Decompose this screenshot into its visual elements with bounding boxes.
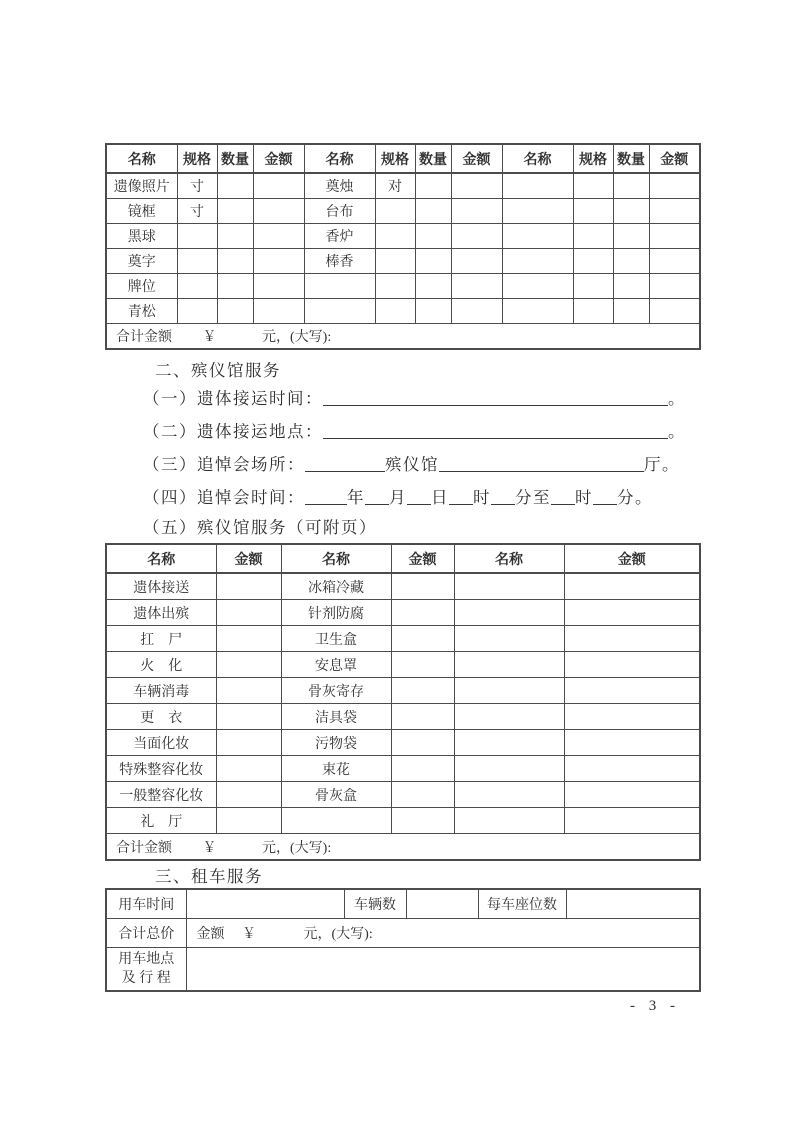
fill-in-cell[interactable] — [564, 626, 700, 652]
column-header: 规格 — [177, 144, 217, 173]
table-row — [106, 600, 700, 626]
fill-in-cell[interactable] — [454, 730, 564, 756]
fill-in-cell[interactable] — [649, 173, 700, 199]
total-suffix: 元，(大写): — [262, 840, 332, 856]
fill-in-cell[interactable] — [502, 173, 573, 199]
form-line-pickup-time — [143, 385, 686, 409]
car-total-fill-cell[interactable] — [186, 919, 700, 948]
form-line-text: 分。 — [617, 488, 653, 507]
form-line-text: 年 — [347, 488, 365, 507]
fill-in-cell[interactable] — [573, 199, 613, 224]
column-header: 金额 — [564, 544, 700, 573]
fill-in-cell[interactable] — [649, 224, 700, 249]
item-label-cell: 奠烛 — [304, 173, 375, 199]
fill-in-blank[interactable] — [323, 424, 668, 439]
item-label-cell: 卫生盒 — [281, 626, 391, 652]
section2-title: 二、殡仪馆服务 — [155, 361, 281, 380]
fill-in-cell[interactable] — [253, 249, 304, 274]
car-rental-row-1 — [106, 889, 700, 919]
form-line-pickup-place — [143, 418, 686, 442]
table-row — [106, 199, 700, 224]
column-header: 金额 — [451, 144, 502, 173]
car-total-label: 合计总价 — [106, 919, 186, 948]
fill-in-cell[interactable] — [375, 249, 415, 274]
item-label-cell: 奠字 — [106, 249, 177, 274]
column-header: 名称 — [304, 144, 375, 173]
fill-in-cell[interactable] — [649, 249, 700, 274]
fill-in-cell[interactable] — [216, 808, 281, 834]
fill-in-blank[interactable] — [491, 490, 515, 505]
fill-in-cell[interactable] — [502, 249, 573, 274]
car-seats-label: 每车座位数 — [478, 889, 566, 919]
item-label-cell: 污物袋 — [281, 730, 391, 756]
item-label-cell: 香炉 — [304, 224, 375, 249]
fill-in-cell[interactable] — [281, 808, 391, 834]
item-label-cell: 洁具袋 — [281, 704, 391, 730]
form-line-text: 。 — [668, 422, 686, 441]
fill-in-cell[interactable] — [564, 652, 700, 678]
supplies-table-header-row — [106, 144, 700, 173]
fill-in-cell[interactable] — [573, 299, 613, 324]
table-row — [106, 678, 700, 704]
item-label-cell: 扛 尸 — [106, 626, 216, 652]
fill-in-cell[interactable] — [375, 224, 415, 249]
fill-in-cell[interactable] — [253, 299, 304, 324]
fill-in-cell[interactable] — [391, 730, 454, 756]
fill-in-cell[interactable] — [304, 299, 375, 324]
form-line-text: 。 — [668, 389, 686, 408]
item-label-cell: 对 — [375, 173, 415, 199]
fill-in-cell[interactable] — [564, 730, 700, 756]
fill-in-cell[interactable] — [253, 199, 304, 224]
table-row — [106, 224, 700, 249]
currency-symbol: ￥ — [202, 330, 217, 345]
fill-in-cell[interactable] — [564, 808, 700, 834]
car-time-label: 用车时间 — [106, 889, 186, 919]
table-row — [106, 704, 700, 730]
total-suffix: 元，(大写): — [303, 927, 373, 942]
fill-in-cell[interactable] — [502, 224, 573, 249]
item-label-cell: 礼 厅 — [106, 808, 216, 834]
fill-in-cell[interactable] — [391, 808, 454, 834]
fill-in-cell[interactable] — [649, 199, 700, 224]
fill-in-cell[interactable] — [216, 782, 281, 808]
form-line-text: 日 — [431, 488, 449, 507]
amount-label: 金额 — [196, 927, 225, 942]
car-seats-fill-cell[interactable] — [566, 889, 700, 919]
fill-in-cell[interactable] — [217, 249, 253, 274]
fill-in-cell[interactable] — [217, 299, 253, 324]
item-label-cell: 安息罩 — [281, 652, 391, 678]
fill-in-cell[interactable] — [613, 199, 649, 224]
fill-in-cell[interactable] — [217, 199, 253, 224]
fill-in-blank[interactable] — [593, 490, 617, 505]
fill-in-cell[interactable] — [391, 600, 454, 626]
fill-in-cell[interactable] — [216, 678, 281, 704]
fill-in-cell[interactable] — [217, 274, 253, 299]
column-header: 金额 — [649, 144, 700, 173]
form-line-text: （四）追悼会时间： — [143, 488, 305, 507]
item-label-cell: 火 化 — [106, 652, 216, 678]
fill-in-cell[interactable] — [253, 173, 304, 199]
fill-in-blank[interactable] — [439, 457, 644, 472]
fill-in-cell[interactable] — [216, 626, 281, 652]
fill-in-cell[interactable] — [253, 224, 304, 249]
form-line-memorial-place — [143, 451, 680, 475]
car-count-fill-cell[interactable] — [406, 889, 478, 919]
fill-in-cell[interactable] — [415, 249, 451, 274]
fill-in-cell[interactable] — [451, 224, 502, 249]
fill-in-cell[interactable] — [502, 299, 573, 324]
fill-in-cell[interactable] — [177, 299, 217, 324]
car-route-fill-cell[interactable] — [186, 948, 700, 992]
car-route-label: 用车地点 及 行 程 — [106, 948, 186, 992]
car-rental-total-row — [106, 919, 700, 948]
fill-in-cell[interactable] — [451, 274, 502, 299]
fill-in-cell[interactable] — [216, 600, 281, 626]
fill-in-cell[interactable] — [613, 173, 649, 199]
services-total-row — [106, 834, 700, 861]
fill-in-cell[interactable] — [415, 199, 451, 224]
fill-in-cell[interactable] — [216, 704, 281, 730]
fill-in-cell[interactable] — [564, 704, 700, 730]
fill-in-cell[interactable] — [564, 573, 700, 600]
total-suffix: 元，(大写): — [262, 330, 332, 345]
form-line-text: 时 — [575, 488, 593, 507]
fill-in-cell[interactable] — [375, 199, 415, 224]
fill-in-cell[interactable] — [613, 224, 649, 249]
fill-in-cell[interactable] — [454, 626, 564, 652]
item-label-cell: 台布 — [304, 199, 375, 224]
item-label-cell: 骨灰盒 — [281, 782, 391, 808]
item-label-cell: 当面化妆 — [106, 730, 216, 756]
car-count-label: 车辆数 — [344, 889, 406, 919]
column-header: 名称 — [281, 544, 391, 573]
fill-in-cell[interactable] — [217, 173, 253, 199]
section3-title: 三、租车服务 — [155, 867, 263, 886]
fill-in-cell[interactable] — [391, 652, 454, 678]
table-row — [106, 730, 700, 756]
fill-in-cell[interactable] — [564, 782, 700, 808]
car-rental-table — [105, 888, 701, 992]
fill-in-cell[interactable] — [573, 173, 613, 199]
item-label-cell: 遗体出殡 — [106, 600, 216, 626]
table-row — [106, 573, 700, 600]
column-header: 数量 — [613, 144, 649, 173]
table-row — [106, 299, 700, 324]
fill-in-blank[interactable] — [365, 490, 389, 505]
column-header: 金额 — [216, 544, 281, 573]
supplies-total-row — [106, 324, 700, 350]
item-label-cell: 遗体接送 — [106, 573, 216, 600]
fill-in-cell[interactable] — [177, 274, 217, 299]
fill-in-blank[interactable] — [407, 490, 431, 505]
fill-in-cell[interactable] — [502, 199, 573, 224]
fill-in-cell[interactable] — [573, 274, 613, 299]
fill-in-blank[interactable] — [305, 457, 385, 472]
item-label-cell: 特殊整容化妆 — [106, 756, 216, 782]
fill-in-cell[interactable] — [454, 652, 564, 678]
fill-in-cell[interactable] — [454, 756, 564, 782]
item-label-cell: 冰箱冷藏 — [281, 573, 391, 600]
fill-in-cell[interactable] — [649, 299, 700, 324]
form-line-text: 时 — [473, 488, 491, 507]
item-label-cell: 更 衣 — [106, 704, 216, 730]
column-header: 金额 — [253, 144, 304, 173]
fill-in-blank[interactable] — [449, 490, 473, 505]
table-row — [106, 782, 700, 808]
fill-in-cell[interactable] — [391, 756, 454, 782]
form-line-text: 分至 — [515, 488, 551, 507]
item-label-cell: 镜框 — [106, 199, 177, 224]
fill-in-cell[interactable] — [454, 704, 564, 730]
form-line-text: 月 — [389, 488, 407, 507]
column-header: 规格 — [375, 144, 415, 173]
fill-in-cell[interactable] — [451, 299, 502, 324]
table-row — [106, 173, 700, 199]
column-header: 数量 — [415, 144, 451, 173]
fill-in-cell[interactable] — [415, 299, 451, 324]
fill-in-cell[interactable] — [454, 573, 564, 600]
item-label-cell: 黑球 — [106, 224, 177, 249]
item-label-cell: 寸 — [177, 199, 217, 224]
fill-in-blank[interactable] — [323, 391, 668, 406]
currency-symbol: ￥ — [202, 840, 217, 856]
fill-in-cell[interactable] — [415, 173, 451, 199]
fill-in-cell[interactable] — [454, 782, 564, 808]
fill-in-cell[interactable] — [177, 224, 217, 249]
form-line-text: 殡仪馆 — [385, 455, 439, 474]
fill-in-cell[interactable] — [502, 274, 573, 299]
fill-in-cell[interactable] — [216, 756, 281, 782]
fill-in-cell[interactable] — [216, 730, 281, 756]
currency-symbol: ￥ — [242, 927, 256, 942]
column-header: 数量 — [217, 144, 253, 173]
table-row — [106, 626, 700, 652]
fill-in-blank[interactable] — [551, 490, 575, 505]
fill-in-cell[interactable] — [454, 600, 564, 626]
fill-in-cell[interactable] — [451, 249, 502, 274]
table-row — [106, 756, 700, 782]
form-line-text: （三）追悼会场所： — [143, 455, 305, 474]
fill-in-cell[interactable] — [573, 224, 613, 249]
page-number: - 3 - — [630, 998, 680, 1014]
item-label-cell: 针剂防腐 — [281, 600, 391, 626]
item-label-cell: 一般整容化妆 — [106, 782, 216, 808]
fill-in-cell[interactable] — [391, 626, 454, 652]
column-header: 名称 — [106, 144, 177, 173]
fill-in-cell[interactable] — [375, 274, 415, 299]
car-rental-route-row — [106, 948, 700, 992]
fill-in-cell[interactable] — [304, 274, 375, 299]
form-line-services-note — [143, 514, 377, 538]
fill-in-cell[interactable] — [564, 756, 700, 782]
form-line-text: （二）遗体接运地点： — [143, 422, 323, 441]
item-label-cell: 车辆消毒 — [106, 678, 216, 704]
fill-in-cell[interactable] — [177, 249, 217, 274]
total-label: 合计金额 — [116, 330, 172, 345]
fill-in-cell[interactable] — [573, 249, 613, 274]
item-label-cell: 青松 — [106, 299, 177, 324]
fill-in-cell[interactable] — [613, 249, 649, 274]
fill-in-cell[interactable] — [391, 782, 454, 808]
supplies-table — [105, 143, 701, 350]
fill-in-cell[interactable] — [217, 224, 253, 249]
form-line-text: （一）遗体接运时间： — [143, 389, 323, 408]
fill-in-cell[interactable] — [451, 173, 502, 199]
services-table — [105, 543, 701, 861]
fill-in-cell[interactable] — [613, 274, 649, 299]
item-label-cell: 骨灰寄存 — [281, 678, 391, 704]
fill-in-cell[interactable] — [564, 678, 700, 704]
fill-in-cell[interactable] — [391, 704, 454, 730]
fill-in-cell[interactable] — [375, 299, 415, 324]
column-header: 金额 — [391, 544, 454, 573]
supplies-total-cell[interactable] — [106, 324, 700, 350]
form-line-text: （五）殡仪馆服务（可附页） — [143, 518, 377, 537]
fill-in-cell[interactable] — [415, 274, 451, 299]
total-label: 合计金额 — [116, 840, 172, 856]
column-header: 规格 — [573, 144, 613, 173]
fill-in-cell[interactable] — [649, 274, 700, 299]
fill-in-cell[interactable] — [454, 678, 564, 704]
item-label-cell: 棒香 — [304, 249, 375, 274]
fill-in-cell[interactable] — [613, 299, 649, 324]
fill-in-cell[interactable] — [454, 808, 564, 834]
table-row — [106, 249, 700, 274]
fill-in-cell[interactable] — [564, 600, 700, 626]
fill-in-cell[interactable] — [451, 199, 502, 224]
fill-in-blank[interactable] — [305, 490, 347, 505]
column-header: 名称 — [106, 544, 216, 573]
services-total-cell[interactable] — [106, 834, 700, 861]
fill-in-cell[interactable] — [391, 573, 454, 600]
table-row — [106, 652, 700, 678]
fill-in-cell[interactable] — [216, 652, 281, 678]
form-line-text: 厅。 — [644, 455, 680, 474]
form-line-memorial-time — [143, 484, 653, 508]
table-row — [106, 808, 700, 834]
fill-in-cell[interactable] — [253, 274, 304, 299]
car-time-fill-cell[interactable] — [186, 889, 344, 919]
item-label-cell: 束花 — [281, 756, 391, 782]
services-table-header-row — [106, 544, 700, 573]
column-header: 名称 — [502, 144, 573, 173]
item-label-cell: 遗像照片 — [106, 173, 177, 199]
fill-in-cell[interactable] — [216, 573, 281, 600]
item-label-cell: 牌位 — [106, 274, 177, 299]
table-row — [106, 274, 700, 299]
fill-in-cell[interactable] — [415, 224, 451, 249]
item-label-cell: 寸 — [177, 173, 217, 199]
column-header: 名称 — [454, 544, 564, 573]
fill-in-cell[interactable] — [391, 678, 454, 704]
